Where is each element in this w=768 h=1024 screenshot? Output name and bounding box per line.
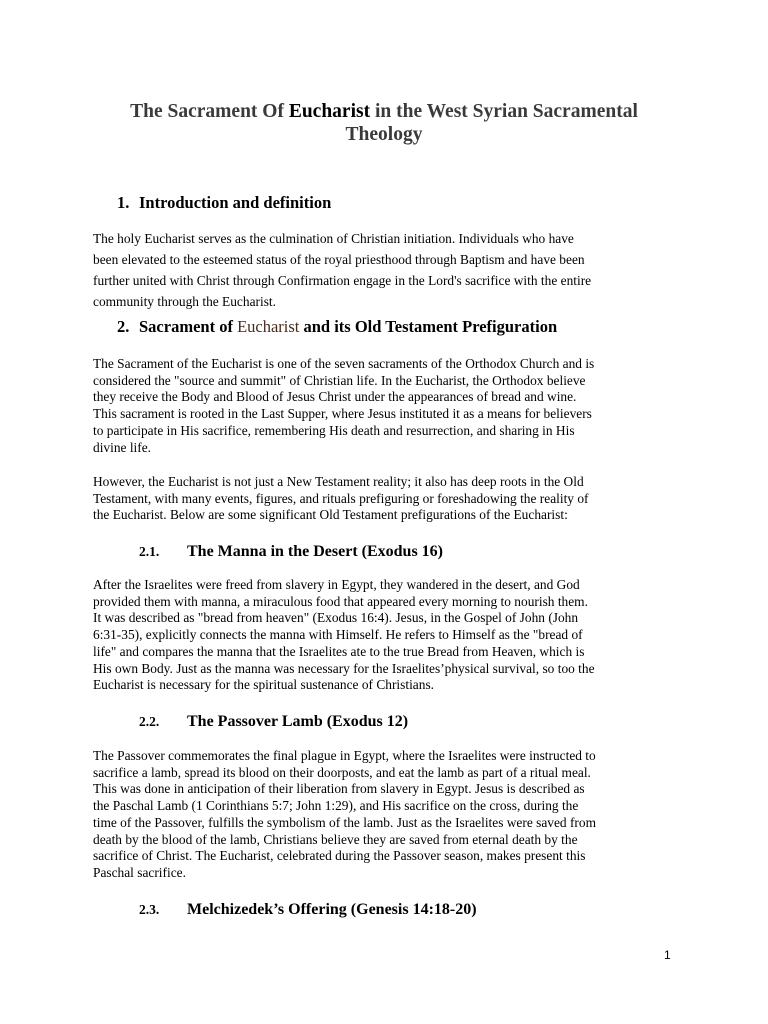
subsection-2-1-heading xyxy=(139,542,443,562)
paragraph-line: divine life. xyxy=(93,439,152,455)
paragraph-line: time of the Passover, fulfills the symbolism of the lamb. Just as the Israelites were saved from xyxy=(93,814,596,830)
paragraph-line: This was done in anticipation of their liberation from slavery in Egypt. Jesus is described as xyxy=(93,781,585,797)
title-line-2: Theology xyxy=(345,124,423,145)
paragraph-line: considered the "source and summit" of Christian life. In the Eucharist, the Orthodox believe xyxy=(93,372,586,388)
paragraph-line: they receive the Body and Blood of Jesus Christ under the appearances of bread and wine. xyxy=(93,389,577,405)
section-2-title-part-2: and its Old Testament Prefiguration xyxy=(303,317,558,336)
paragraph-line: The holy Eucharist serves as the culmination of Christian initiation. Individuals who have xyxy=(93,231,574,246)
paragraph-line: Paschal sacrifice. xyxy=(93,864,186,880)
subsection-2-2-heading xyxy=(139,712,408,732)
paragraph-line: The Passover commemorates the final plague in Egypt, where the Israelites were instructed to xyxy=(93,748,596,763)
paragraph-line: Eucharist is necessary for the spiritual sustenance of Christians. xyxy=(93,677,434,693)
paragraph-line: sacrifice of Christ. The Eucharist, celebrated during the Passover season, makes present this xyxy=(93,848,586,864)
paragraph-line: to participate in His sacrifice, remembering His death and resurrection, and sharing in His xyxy=(93,422,575,438)
paragraph-line: the Eucharist. Below are some significant Old Testament prefigurations of the Eucharist: xyxy=(93,507,568,523)
paragraph-line: provided them with manna, a miraculous food that appeared every morning to nourish them. xyxy=(93,593,588,609)
subsection-2-1-number: 2.1. xyxy=(139,544,160,559)
paragraph-line: Testament, with many events, figures, and rituals prefiguring or foreshadowing the reality of xyxy=(93,490,589,506)
paragraph-line: However, the Eucharist is not just a New Testament reality; it also has deep roots in the Old xyxy=(93,474,584,489)
paragraph-line: been elevated to the esteemed status of the royal priesthood through Baptism and have been xyxy=(93,252,585,267)
subsection-2-1-paragraph xyxy=(93,577,683,694)
paragraph-line: further united with Christ through Confirmation engage in the Lord's sacrifice with the entire xyxy=(93,273,592,288)
paragraph-line: 6:31-35), explicitly connects the manna with Himself. He refers to Himself as the "bread of xyxy=(93,627,583,643)
paragraph-line: After the Israelites were freed from slavery in Egypt, they wandered in the desert, and God xyxy=(93,577,580,592)
section-1-heading xyxy=(117,193,331,213)
subsection-2-2-number: 2.2. xyxy=(139,714,160,729)
subsection-2-3-title: Melchizedek’s Offering (Genesis 14:18-20) xyxy=(187,901,477,918)
paragraph-line: community through the Eucharist. xyxy=(93,294,276,309)
section-2-heading xyxy=(117,317,557,337)
document-title xyxy=(90,100,678,146)
subsection-2-3-heading xyxy=(139,900,477,920)
section-2-paragraph-2 xyxy=(93,474,683,524)
paragraph-line: death by the blood of the lamb, Christians believe they are saved from eternal death by the xyxy=(93,831,578,847)
subsection-2-2-title: The Passover Lamb (Exodus 12) xyxy=(187,713,409,730)
paragraph-line: the Paschal Lamb (1 Corinthians 5:7; John 1:29), and His sacrifice on the cross, during the xyxy=(93,798,579,814)
paragraph-line: This sacrament is rooted in the Last Supper, where Jesus instituted it as a means for believers xyxy=(93,406,592,422)
title-part-3: in the West Syrian Sacramental xyxy=(374,101,638,122)
section-1-paragraph xyxy=(93,228,683,312)
page-number: 1 xyxy=(664,948,671,962)
title-part-2: Eucharist xyxy=(288,101,371,122)
section-2-number: 2. xyxy=(117,317,130,336)
subsection-2-2-paragraph xyxy=(93,748,683,882)
section-2-paragraph-1 xyxy=(93,356,683,456)
paragraph-line: It was described as "bread from heaven" (Exodus 16:4). Jesus, in the Gospel of John (John xyxy=(93,610,579,626)
section-1-number: 1. xyxy=(117,193,130,212)
paragraph-line: His own Body. Just as the manna was necessary for the Israelites’physical survival, so too the xyxy=(93,660,595,676)
paragraph-line: The Sacrament of the Eucharist is one of the seven sacraments of the Orthodox Church and is xyxy=(93,356,595,371)
title-part-1: The Sacrament Of xyxy=(130,101,284,122)
paragraph-line: life" and compares the manna that the Israelites ate to the true Bread from Heaven, which is xyxy=(93,643,585,659)
section-2-title-part-1: Sacrament of xyxy=(139,317,233,336)
section-1-title: Introduction and definition xyxy=(139,193,332,212)
subsection-2-1-title: The Manna in the Desert (Exodus 16) xyxy=(187,543,444,560)
paragraph-line: sacrifice a lamb, spread its blood on their doorposts, and eat the lamb as part of a ritual meal. xyxy=(93,764,591,780)
subsection-2-3-number: 2.3. xyxy=(139,902,160,917)
section-2-title-accent: Eucharist xyxy=(237,317,300,336)
